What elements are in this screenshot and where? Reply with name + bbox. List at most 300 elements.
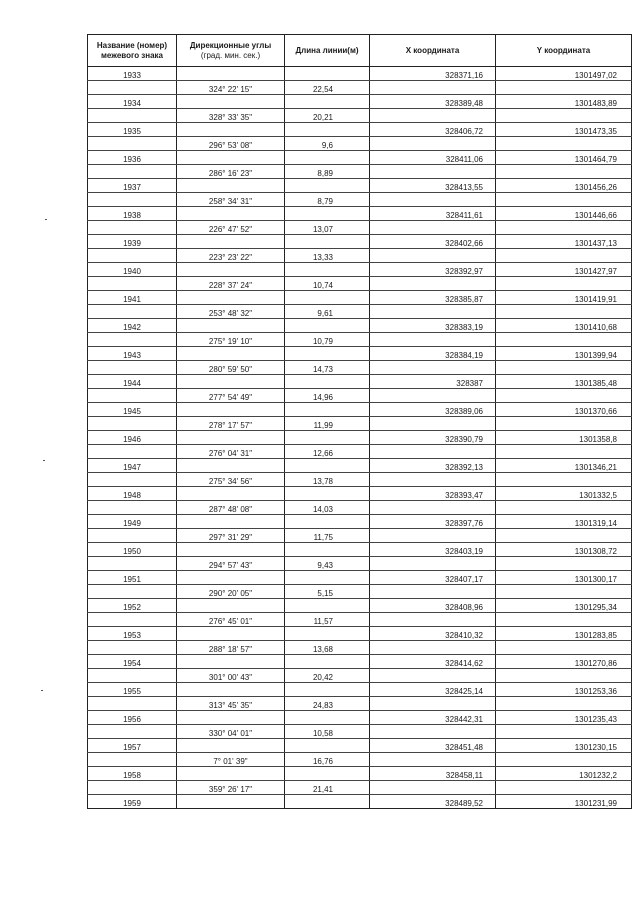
table-row <box>88 361 632 375</box>
empty-angle-cell <box>177 95 285 109</box>
empty-name-cell <box>88 501 177 515</box>
empty-length-cell <box>285 711 370 725</box>
table-row <box>88 235 632 249</box>
y-coordinate-cell: 1301370,66 <box>496 403 632 417</box>
table-row <box>88 67 632 81</box>
empty-x-cell <box>370 81 496 95</box>
empty-angle-cell <box>177 627 285 641</box>
empty-x-cell <box>370 193 496 207</box>
y-coordinate-cell: 1301230,15 <box>496 739 632 753</box>
empty-y-cell <box>496 501 632 515</box>
empty-angle-cell <box>177 263 285 277</box>
line-length-cell: 9,6 <box>285 137 370 151</box>
x-coordinate-cell: 328392,97 <box>370 263 496 277</box>
empty-angle-cell <box>177 655 285 669</box>
x-coordinate-cell: 328385,87 <box>370 291 496 305</box>
table-row <box>88 669 632 683</box>
empty-length-cell <box>285 683 370 697</box>
table-row <box>88 95 632 109</box>
table-row <box>88 333 632 347</box>
x-coordinate-cell: 328403,19 <box>370 543 496 557</box>
header-x-coordinate: X координата <box>370 35 496 67</box>
line-length-cell: 20,21 <box>285 109 370 123</box>
mark-name-cell: 1959 <box>88 795 177 809</box>
line-length-cell: 10,58 <box>285 725 370 739</box>
empty-name-cell <box>88 221 177 235</box>
empty-y-cell <box>496 725 632 739</box>
empty-length-cell <box>285 739 370 753</box>
y-coordinate-cell: 1301446,66 <box>496 207 632 221</box>
empty-angle-cell <box>177 151 285 165</box>
x-coordinate-cell: 328411,61 <box>370 207 496 221</box>
y-coordinate-cell: 1301437,13 <box>496 235 632 249</box>
line-length-cell: 13,33 <box>285 249 370 263</box>
empty-name-cell <box>88 81 177 95</box>
empty-length-cell <box>285 599 370 613</box>
empty-y-cell <box>496 249 632 263</box>
empty-angle-cell <box>177 235 285 249</box>
empty-length-cell <box>285 515 370 529</box>
table-row <box>88 795 632 809</box>
empty-y-cell <box>496 137 632 151</box>
x-coordinate-cell: 328390,79 <box>370 431 496 445</box>
empty-x-cell <box>370 613 496 627</box>
empty-name-cell <box>88 305 177 319</box>
empty-angle-cell <box>177 515 285 529</box>
table-row <box>88 389 632 403</box>
empty-length-cell <box>285 403 370 417</box>
table-row <box>88 263 632 277</box>
direction-angle-cell: 278° 17' 57" <box>177 417 285 431</box>
table-row <box>88 781 632 795</box>
table-row <box>88 613 632 627</box>
empty-name-cell <box>88 109 177 123</box>
empty-y-cell <box>496 361 632 375</box>
empty-x-cell <box>370 165 496 179</box>
empty-name-cell <box>88 781 177 795</box>
empty-x-cell <box>370 781 496 795</box>
mark-name-cell: 1949 <box>88 515 177 529</box>
mark-name-cell: 1935 <box>88 123 177 137</box>
empty-name-cell <box>88 361 177 375</box>
y-coordinate-cell: 1301319,14 <box>496 515 632 529</box>
x-coordinate-cell: 328387 <box>370 375 496 389</box>
mark-name-cell: 1943 <box>88 347 177 361</box>
empty-x-cell <box>370 333 496 347</box>
table-row <box>88 347 632 361</box>
empty-angle-cell <box>177 347 285 361</box>
x-coordinate-cell: 328383,19 <box>370 319 496 333</box>
scan-speck <box>43 460 45 461</box>
mark-name-cell: 1936 <box>88 151 177 165</box>
y-coordinate-cell: 1301456,26 <box>496 179 632 193</box>
y-coordinate-cell: 1301358,8 <box>496 431 632 445</box>
header-y-coordinate: Y координата <box>496 35 632 67</box>
y-coordinate-cell: 1301399,94 <box>496 347 632 361</box>
x-coordinate-cell: 328458,11 <box>370 767 496 781</box>
x-coordinate-cell: 328410,32 <box>370 627 496 641</box>
y-coordinate-cell: 1301483,89 <box>496 95 632 109</box>
empty-y-cell <box>496 81 632 95</box>
table-row <box>88 725 632 739</box>
empty-y-cell <box>496 781 632 795</box>
y-coordinate-cell: 1301283,85 <box>496 627 632 641</box>
empty-x-cell <box>370 529 496 543</box>
direction-angle-cell: 228° 37' 24" <box>177 277 285 291</box>
empty-length-cell <box>285 431 370 445</box>
table-row <box>88 375 632 389</box>
empty-x-cell <box>370 473 496 487</box>
y-coordinate-cell: 1301235,43 <box>496 711 632 725</box>
empty-name-cell <box>88 753 177 767</box>
table-row <box>88 739 632 753</box>
direction-angle-cell: 296° 53' 08" <box>177 137 285 151</box>
line-length-cell: 21,41 <box>285 781 370 795</box>
y-coordinate-cell: 1301270,86 <box>496 655 632 669</box>
table-row <box>88 641 632 655</box>
table-body <box>88 67 632 809</box>
mark-name-cell: 1933 <box>88 67 177 81</box>
x-coordinate-cell: 328413,55 <box>370 179 496 193</box>
direction-angle-cell: 324° 22' 15" <box>177 81 285 95</box>
empty-name-cell <box>88 389 177 403</box>
table-row <box>88 627 632 641</box>
table-row <box>88 417 632 431</box>
empty-x-cell <box>370 221 496 235</box>
empty-name-cell <box>88 193 177 207</box>
empty-y-cell <box>496 109 632 123</box>
table-row <box>88 207 632 221</box>
table-row <box>88 543 632 557</box>
table-row <box>88 319 632 333</box>
empty-x-cell <box>370 249 496 263</box>
boundary-marks-table <box>87 34 632 809</box>
empty-angle-cell <box>177 403 285 417</box>
mark-name-cell: 1934 <box>88 95 177 109</box>
empty-y-cell <box>496 417 632 431</box>
empty-length-cell <box>285 767 370 781</box>
table-row <box>88 221 632 235</box>
empty-length-cell <box>285 487 370 501</box>
line-length-cell: 5,15 <box>285 585 370 599</box>
table-row <box>88 305 632 319</box>
x-coordinate-cell: 328397,76 <box>370 515 496 529</box>
mark-name-cell: 1957 <box>88 739 177 753</box>
empty-x-cell <box>370 753 496 767</box>
line-length-cell: 9,61 <box>285 305 370 319</box>
line-length-cell: 20,42 <box>285 669 370 683</box>
line-length-cell: 11,57 <box>285 613 370 627</box>
empty-length-cell <box>285 291 370 305</box>
table-row <box>88 431 632 445</box>
empty-y-cell <box>496 445 632 459</box>
line-length-cell: 14,96 <box>285 389 370 403</box>
empty-name-cell <box>88 417 177 431</box>
direction-angle-cell: 297° 31' 29" <box>177 529 285 543</box>
direction-angle-cell: 7° 01' 39" <box>177 753 285 767</box>
empty-length-cell <box>285 627 370 641</box>
direction-angle-cell: 277° 54' 49" <box>177 389 285 403</box>
y-coordinate-cell: 1301231,99 <box>496 795 632 809</box>
table-row <box>88 151 632 165</box>
line-length-cell: 14,73 <box>285 361 370 375</box>
x-coordinate-cell: 328489,52 <box>370 795 496 809</box>
empty-angle-cell <box>177 431 285 445</box>
empty-x-cell <box>370 557 496 571</box>
line-length-cell: 14,03 <box>285 501 370 515</box>
empty-y-cell <box>496 641 632 655</box>
empty-name-cell <box>88 557 177 571</box>
mark-name-cell: 1941 <box>88 291 177 305</box>
x-coordinate-cell: 328392,13 <box>370 459 496 473</box>
x-coordinate-cell: 328411,06 <box>370 151 496 165</box>
table-row <box>88 711 632 725</box>
direction-angle-cell: 359° 26' 17" <box>177 781 285 795</box>
table-row <box>88 445 632 459</box>
y-coordinate-cell: 1301419,91 <box>496 291 632 305</box>
empty-name-cell <box>88 669 177 683</box>
mark-name-cell: 1958 <box>88 767 177 781</box>
empty-length-cell <box>285 319 370 333</box>
empty-angle-cell <box>177 795 285 809</box>
empty-x-cell <box>370 669 496 683</box>
x-coordinate-cell: 328414,62 <box>370 655 496 669</box>
table-row <box>88 81 632 95</box>
empty-name-cell <box>88 585 177 599</box>
x-coordinate-cell: 328451,48 <box>370 739 496 753</box>
y-coordinate-cell: 1301464,79 <box>496 151 632 165</box>
mark-name-cell: 1956 <box>88 711 177 725</box>
x-coordinate-cell: 328442,31 <box>370 711 496 725</box>
mark-name-cell: 1947 <box>88 459 177 473</box>
mark-name-cell: 1955 <box>88 683 177 697</box>
empty-name-cell <box>88 165 177 179</box>
line-length-cell: 8,89 <box>285 165 370 179</box>
empty-x-cell <box>370 585 496 599</box>
table-row <box>88 571 632 585</box>
line-length-cell: 13,68 <box>285 641 370 655</box>
empty-length-cell <box>285 795 370 809</box>
empty-x-cell <box>370 501 496 515</box>
header-line-length: Длина линии(м) <box>285 35 370 67</box>
table-row <box>88 179 632 193</box>
empty-name-cell <box>88 725 177 739</box>
direction-angle-cell: 294° 57' 43" <box>177 557 285 571</box>
empty-x-cell <box>370 725 496 739</box>
empty-name-cell <box>88 529 177 543</box>
empty-angle-cell <box>177 767 285 781</box>
x-coordinate-cell: 328371,16 <box>370 67 496 81</box>
empty-name-cell <box>88 613 177 627</box>
header-angle-units: (град. мин. сек.) <box>200 50 261 60</box>
empty-name-cell <box>88 249 177 263</box>
table-row <box>88 137 632 151</box>
empty-name-cell <box>88 333 177 347</box>
empty-length-cell <box>285 571 370 585</box>
direction-angle-cell: 301° 00' 43" <box>177 669 285 683</box>
empty-y-cell <box>496 613 632 627</box>
empty-y-cell <box>496 473 632 487</box>
line-length-cell: 16,76 <box>285 753 370 767</box>
empty-length-cell <box>285 235 370 249</box>
direction-angle-cell: 288° 18' 57" <box>177 641 285 655</box>
table-row <box>88 767 632 781</box>
empty-length-cell <box>285 67 370 81</box>
y-coordinate-cell: 1301332,5 <box>496 487 632 501</box>
x-coordinate-cell: 328406,72 <box>370 123 496 137</box>
empty-angle-cell <box>177 599 285 613</box>
empty-x-cell <box>370 389 496 403</box>
direction-angle-cell: 258° 34' 31" <box>177 193 285 207</box>
empty-name-cell <box>88 473 177 487</box>
x-coordinate-cell: 328408,96 <box>370 599 496 613</box>
empty-x-cell <box>370 137 496 151</box>
empty-angle-cell <box>177 571 285 585</box>
boundary-coordinates-sheet <box>87 34 631 809</box>
empty-name-cell <box>88 641 177 655</box>
empty-x-cell <box>370 641 496 655</box>
y-coordinate-cell: 1301253,36 <box>496 683 632 697</box>
mark-name-cell: 1948 <box>88 487 177 501</box>
line-length-cell: 24,83 <box>285 697 370 711</box>
table-row <box>88 557 632 571</box>
empty-length-cell <box>285 151 370 165</box>
table-row <box>88 529 632 543</box>
empty-angle-cell <box>177 711 285 725</box>
y-coordinate-cell: 1301497,02 <box>496 67 632 81</box>
empty-angle-cell <box>177 459 285 473</box>
table-header-row <box>88 35 632 67</box>
empty-name-cell <box>88 277 177 291</box>
table-row <box>88 165 632 179</box>
table-row <box>88 277 632 291</box>
scan-speck <box>45 219 47 220</box>
empty-y-cell <box>496 669 632 683</box>
direction-angle-cell: 226° 47' 52" <box>177 221 285 235</box>
x-coordinate-cell: 328393,47 <box>370 487 496 501</box>
empty-y-cell <box>496 221 632 235</box>
mark-name-cell: 1954 <box>88 655 177 669</box>
direction-angle-cell: 330° 04' 01" <box>177 725 285 739</box>
table-row <box>88 585 632 599</box>
direction-angle-cell: 328° 33' 35" <box>177 109 285 123</box>
table-row <box>88 683 632 697</box>
empty-length-cell <box>285 459 370 473</box>
header-direction-angle <box>177 35 285 67</box>
empty-angle-cell <box>177 67 285 81</box>
x-coordinate-cell: 328389,06 <box>370 403 496 417</box>
x-coordinate-cell: 328389,48 <box>370 95 496 109</box>
direction-angle-cell: 280° 59' 50" <box>177 361 285 375</box>
direction-angle-cell: 287° 48' 08" <box>177 501 285 515</box>
table-row <box>88 123 632 137</box>
empty-length-cell <box>285 123 370 137</box>
mark-name-cell: 1940 <box>88 263 177 277</box>
empty-y-cell <box>496 697 632 711</box>
direction-angle-cell: 275° 34' 56" <box>177 473 285 487</box>
direction-angle-cell: 276° 45' 01" <box>177 613 285 627</box>
header-mark-name: Название (номер) межевого знака <box>88 35 177 67</box>
mark-name-cell: 1945 <box>88 403 177 417</box>
line-length-cell: 22,54 <box>285 81 370 95</box>
direction-angle-cell: 276° 04' 31" <box>177 445 285 459</box>
mark-name-cell: 1944 <box>88 375 177 389</box>
table-row <box>88 655 632 669</box>
empty-length-cell <box>285 179 370 193</box>
x-coordinate-cell: 328407,17 <box>370 571 496 585</box>
table-row <box>88 193 632 207</box>
empty-y-cell <box>496 165 632 179</box>
empty-x-cell <box>370 361 496 375</box>
empty-length-cell <box>285 543 370 557</box>
direction-angle-cell: 290° 20' 05" <box>177 585 285 599</box>
table-row <box>88 473 632 487</box>
table-row <box>88 697 632 711</box>
empty-name-cell <box>88 697 177 711</box>
empty-y-cell <box>496 333 632 347</box>
line-length-cell: 9,43 <box>285 557 370 571</box>
empty-x-cell <box>370 445 496 459</box>
empty-y-cell <box>496 305 632 319</box>
table-row <box>88 403 632 417</box>
empty-y-cell <box>496 557 632 571</box>
empty-name-cell <box>88 137 177 151</box>
empty-angle-cell <box>177 375 285 389</box>
table-row <box>88 487 632 501</box>
mark-name-cell: 1952 <box>88 599 177 613</box>
empty-x-cell <box>370 305 496 319</box>
y-coordinate-cell: 1301473,35 <box>496 123 632 137</box>
line-length-cell: 13,07 <box>285 221 370 235</box>
empty-y-cell <box>496 193 632 207</box>
empty-length-cell <box>285 655 370 669</box>
line-length-cell: 12,66 <box>285 445 370 459</box>
table-row <box>88 459 632 473</box>
table-row <box>88 599 632 613</box>
empty-length-cell <box>285 375 370 389</box>
table-row <box>88 515 632 529</box>
table-row <box>88 109 632 123</box>
empty-y-cell <box>496 753 632 767</box>
empty-x-cell <box>370 109 496 123</box>
empty-y-cell <box>496 585 632 599</box>
empty-name-cell <box>88 445 177 459</box>
empty-angle-cell <box>177 543 285 557</box>
line-length-cell: 13,78 <box>285 473 370 487</box>
direction-angle-cell: 253° 48' 32" <box>177 305 285 319</box>
y-coordinate-cell: 1301295,34 <box>496 599 632 613</box>
mark-name-cell: 1950 <box>88 543 177 557</box>
table-row <box>88 291 632 305</box>
empty-x-cell <box>370 417 496 431</box>
mark-name-cell: 1946 <box>88 431 177 445</box>
empty-angle-cell <box>177 319 285 333</box>
y-coordinate-cell: 1301427,97 <box>496 263 632 277</box>
y-coordinate-cell: 1301232,2 <box>496 767 632 781</box>
line-length-cell: 8,79 <box>285 193 370 207</box>
x-coordinate-cell: 328425,14 <box>370 683 496 697</box>
empty-x-cell <box>370 697 496 711</box>
table-row <box>88 501 632 515</box>
empty-angle-cell <box>177 291 285 305</box>
direction-angle-cell: 313° 45' 35" <box>177 697 285 711</box>
mark-name-cell: 1937 <box>88 179 177 193</box>
line-length-cell: 11,99 <box>285 417 370 431</box>
empty-angle-cell <box>177 739 285 753</box>
mark-name-cell: 1938 <box>88 207 177 221</box>
line-length-cell: 10,79 <box>285 333 370 347</box>
empty-x-cell <box>370 277 496 291</box>
